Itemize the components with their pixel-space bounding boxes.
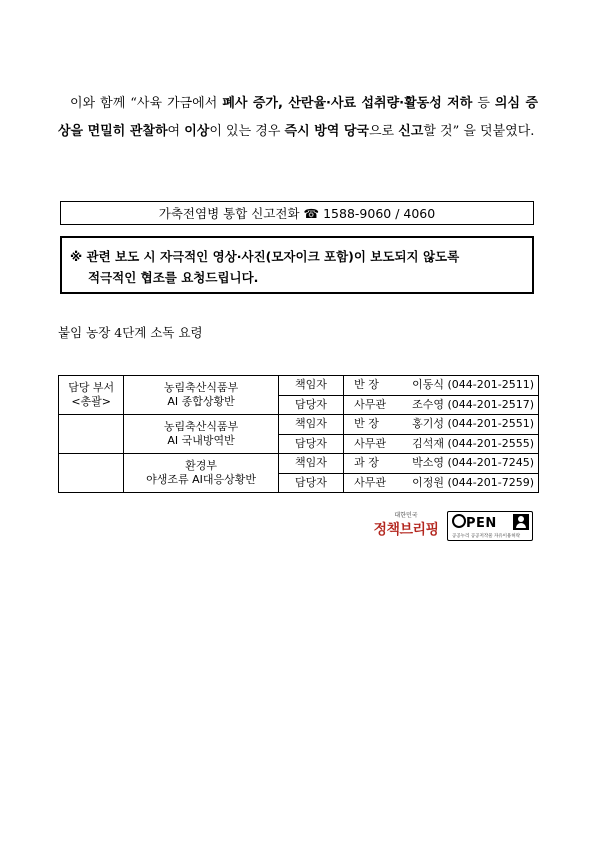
attachment-label: 붙임 농장 4단계 소독 요령 xyxy=(58,325,203,340)
contact-title: 사무관 xyxy=(354,436,386,450)
unit-cell xyxy=(124,454,278,493)
contact-title: 반 장 xyxy=(354,378,379,392)
policy-briefing-logo xyxy=(371,512,441,544)
org-name: 농림축산식품부 xyxy=(163,420,239,433)
contact-cell xyxy=(344,376,539,396)
notice-box xyxy=(60,236,534,294)
role-cell: 책임자 xyxy=(278,415,343,435)
hotline-numbers: 1588-9060 / 4060 xyxy=(323,205,436,221)
contact-name-phone: 김석재 (044-201-2555) xyxy=(412,436,534,450)
contact-name-phone: 이동식 (044-201-2511) xyxy=(412,378,534,392)
notice-text-1: 관련 보도 시 자극적인 영상·사진(모자이크 포함)이 보도되지 않도록 xyxy=(86,249,460,264)
hotline-box xyxy=(60,201,534,225)
contact-cell xyxy=(344,473,539,493)
contact-cell xyxy=(344,415,539,435)
contact-name-phone: 이정원 (044-201-7259) xyxy=(412,475,534,489)
unit-name: 야생조류 AI대응상황반 xyxy=(146,473,256,486)
para-bold-observe: 의심 증상을 면밀히 관찰하 xyxy=(58,96,538,139)
closing-paragraph xyxy=(58,90,538,145)
dept-header: 담당 부서 xyxy=(68,381,115,394)
dept-header-cell xyxy=(59,376,124,415)
person-badge-icon xyxy=(513,514,529,530)
contact-title: 사무관 xyxy=(354,397,386,411)
hotline-label: 가축전염병 통합 신고전화 xyxy=(158,206,300,221)
notice-line-2: 적극적인 협조를 요청드립니다. xyxy=(88,270,259,285)
open-o-icon xyxy=(452,514,466,528)
empty-dept-cell xyxy=(59,415,124,454)
role-cell: 책임자 xyxy=(278,454,343,474)
briefing-logo-top: 대한민국 xyxy=(394,512,418,519)
role-cell: 책임자 xyxy=(278,376,343,396)
para-text-4: 이 있는 경우 xyxy=(209,123,285,139)
para-bold-symptoms: 폐사 증가, 산란율·사료 섭취량·활동성 저하 xyxy=(222,96,473,111)
open-logo-text xyxy=(452,514,497,531)
contact-cell xyxy=(344,434,539,454)
contact-title: 사무관 xyxy=(354,475,386,489)
dept-header-sub: <총괄> xyxy=(71,395,112,408)
contact-cell xyxy=(344,395,539,415)
role-cell: 담당자 xyxy=(278,434,343,454)
contact-name-phone: 박소영 (044-201-7245) xyxy=(412,456,534,470)
unit-name: AI 종합상황반 xyxy=(167,395,235,408)
empty-dept-cell xyxy=(59,454,124,493)
open-logo-word: PEN xyxy=(466,516,497,531)
org-name: 환경부 xyxy=(185,459,217,472)
para-text-5: 으로 xyxy=(368,123,399,139)
contact-cell xyxy=(344,454,539,474)
contact-table xyxy=(58,375,539,493)
table-row xyxy=(59,415,539,435)
contact-title: 반 장 xyxy=(354,417,379,431)
org-name: 농림축산식품부 xyxy=(163,381,239,394)
para-bold-abnormal: 이상 xyxy=(184,123,210,139)
unit-cell xyxy=(124,415,278,454)
briefing-logo-main: 정책브리핑 xyxy=(373,522,439,538)
contact-name-phone: 홍기성 (044-201-2551) xyxy=(412,417,534,431)
contact-name-phone: 조수영 (044-201-2517) xyxy=(412,397,534,411)
unit-name: AI 국내방역반 xyxy=(167,434,235,447)
table-row xyxy=(59,454,539,474)
para-text-1: 이와 함께 “사육 가금에서 xyxy=(70,96,223,111)
phone-icon: ☎ xyxy=(303,205,320,221)
table-row xyxy=(59,376,539,396)
open-license-logo xyxy=(447,511,533,541)
role-cell: 담당자 xyxy=(278,473,343,493)
contact-title: 과 장 xyxy=(354,456,379,470)
unit-cell xyxy=(124,376,278,415)
para-text-2: 등 xyxy=(472,96,495,111)
para-text-3: 여 xyxy=(167,123,185,139)
notice-line-1 xyxy=(70,246,524,267)
role-cell: 담당자 xyxy=(278,395,343,415)
para-text-6: 할 것” 을 덧붙였다. xyxy=(423,123,535,139)
open-logo-subtext: 공공누리 공공저작물 자유이용허락 xyxy=(452,534,521,539)
reference-mark: ※ xyxy=(70,249,83,264)
para-bold-authority: 즉시 방역 당국 xyxy=(284,123,369,139)
para-bold-report: 신고 xyxy=(398,123,424,139)
